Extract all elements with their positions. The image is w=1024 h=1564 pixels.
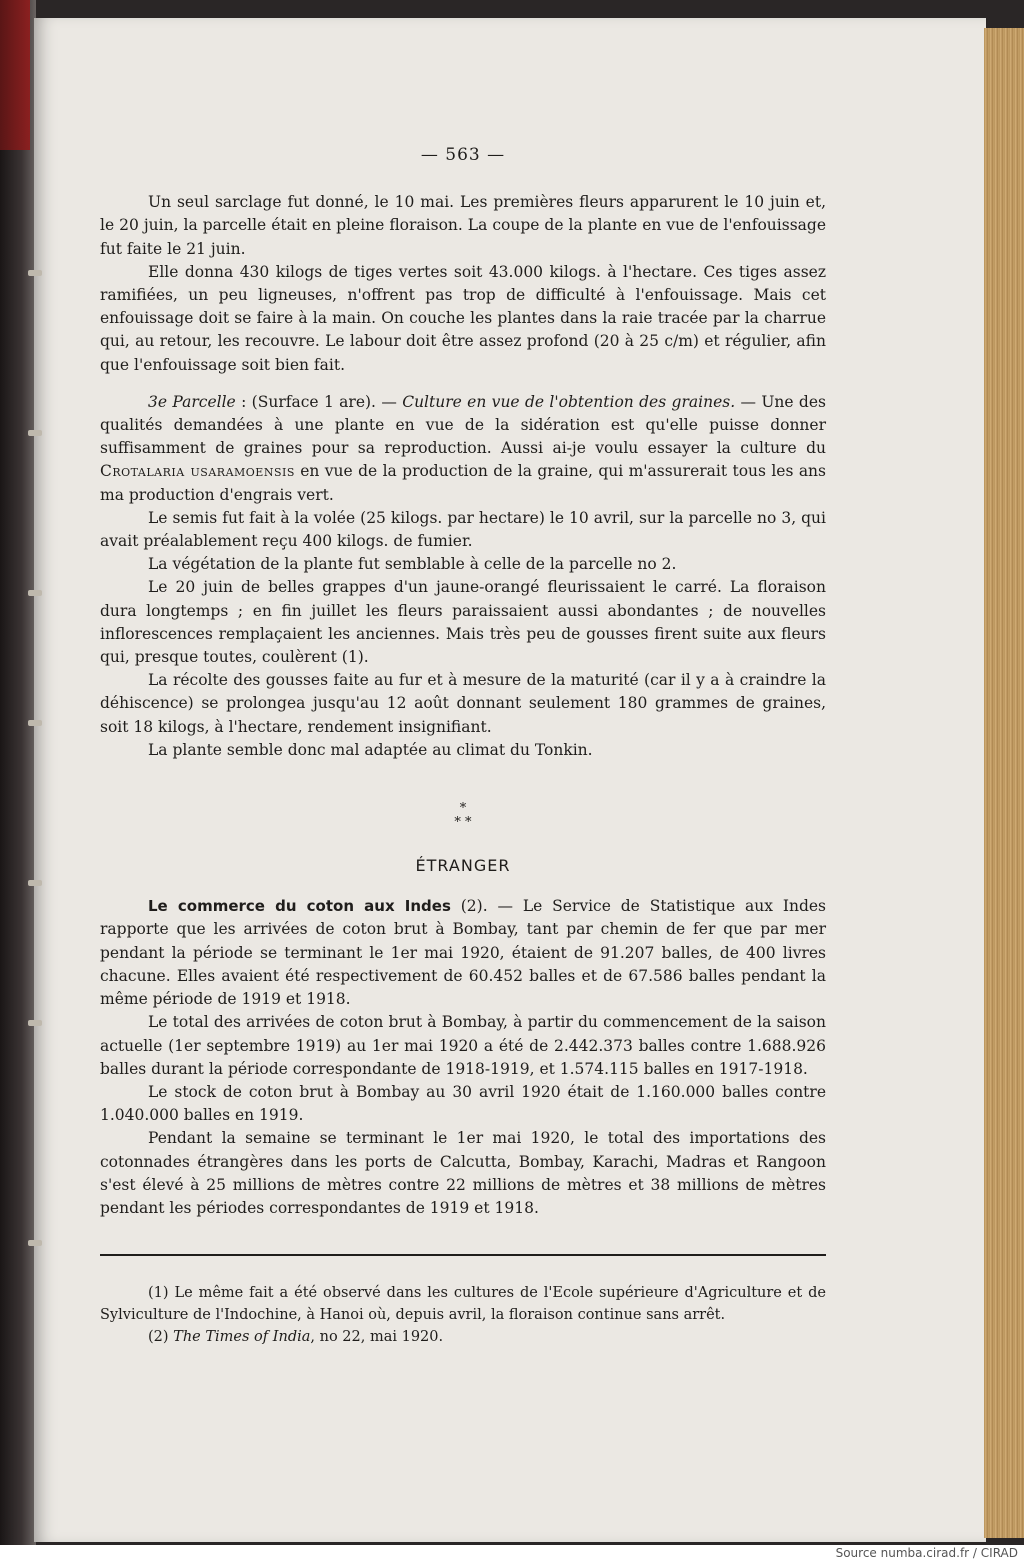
asterism-bottom: * * — [454, 815, 472, 831]
paragraph: Le stock de coton brut à Bombay au 30 avril 1920 était de 1.160.000 balles contre 1.040.000 balles en 1919. — [100, 1082, 826, 1125]
page-content — [100, 130, 826, 1348]
paragraph: Le semis fut fait à la volée (25 kilogs. par hectare) le 10 avril, sur la parcelle no 3, qui avait préalablement reçu 400 kilogs. de fumier. — [100, 508, 826, 551]
paragraph: Le total des arrivées de coton brut à Bombay, à partir du commencement de la saison actuelle (1er septembre 1919) au 1er mai 1920 a été de 2.442.373 balles contre 1.688.926 balles durant la période correspondante de 1918-1919, et 1.574.115 balles en 1917-1918. — [100, 1013, 826, 1078]
species-name: Crotalaria usaramoensis — [100, 462, 295, 481]
asterism-top: * — [459, 801, 467, 817]
commerce-paragraph — [100, 895, 826, 1011]
commerce-note: (2). — — [450, 897, 523, 916]
binding-stitch — [28, 270, 42, 276]
footnote-rule — [100, 1254, 826, 1256]
paragraph: La plante semble donc mal adaptée au climat du Tonkin. — [148, 740, 593, 759]
page-number: — 563 — — [420, 145, 506, 165]
footnote-2 — [100, 1326, 826, 1348]
paragraph: Le 20 juin de belles grappes d'un jaune-orangé fleurissaient le carré. La floraison dura longtemps ; en fin juillet les fleurs paraissaient aussi abondantes ; de nouvelles inflorescences remplaçaient les anciennes. Mais très peu de gousses firent suite aux fleurs qui, presque toutes, coulèrent (1). — [100, 578, 826, 667]
binding-stitch — [28, 880, 42, 886]
parcelle-title: Culture en vue de l'obtention des graines. — [402, 392, 736, 411]
paragraph: Elle donna 430 kilogs de tiges vertes soit 43.000 kilogs. à l'hectare. Ces tiges assez ramifiées, un peu ligneuses, n'offrent pas trop de difficulté à l'enfouissage. Mais cet enfouissage doit se faire à la main. On couche les plantes dans la raie tracée par la charrue qui, au retour, les recouvre. Le labour doit être assez profond (20 à 25 c/m) et régulier, afin que l'enfouissage soit bien fait. — [100, 262, 826, 374]
binding-stitch — [28, 720, 42, 726]
binding-stitch — [28, 590, 42, 596]
asterism — [100, 802, 826, 830]
commerce-text: Le Service de Statistique aux Indes rapporte que les arrivées de coton brut à Bombay, tant par chemin de fer que par mer pendant la période se terminant le 1er mai 1920, étaient de 91.207 balles, de 400 livres chacune. Elles avaient été respectivement de 60.452 balles et de 67.586 balles pendant la même période de 1919 et 1918. — [100, 897, 827, 1009]
footnote-2-title: The Times of India — [173, 1329, 311, 1346]
parcelle-text: — Une des qualités demandées à une plante en vue de la sidération est qu'elle puisse donner suffisamment de graines pour sa reproduction. Aussi ai-je voulu essayer la culture du — [100, 392, 826, 458]
parcelle-lead: 3e Parcelle — [148, 392, 236, 411]
section-title: ÉTRANGER — [415, 856, 511, 876]
bookmark-ribbon — [0, 0, 30, 150]
binding-stitch — [28, 430, 42, 436]
footnote-2-mark: (2) — [148, 1329, 174, 1346]
source-credit: Source numba.cirad.fr / CIRAD — [835, 1546, 1018, 1560]
binding-stitch — [28, 1020, 42, 1026]
footnote-1: (1) Le même fait a été observé dans les cultures de l'Ecole supérieure d'Agriculture et de Sylviculture de l'Indochine, à Hanoi où, depuis avril, la floraison continue sans arrêt. — [100, 1285, 826, 1324]
parcelle-paragraph — [100, 391, 826, 507]
paragraph: Pendant la semaine se terminant le 1er mai 1920, le total des importations des cotonnades étrangères dans les ports de Calcutta, Bombay, Karachi, Madras et Rangoon s'est élevé à 25 millions de mètres contre 22 millions de mètres et 38 millions de mètres pendant les périodes correspondantes de 1919 et 1918. — [100, 1129, 826, 1217]
commerce-title: Le commerce du coton aux Indes — [148, 897, 451, 916]
paragraph: La végétation de la plante fut semblable à celle de la parcelle no 2. — [148, 555, 677, 574]
book-gutter — [0, 0, 36, 1545]
paragraph: La récolte des gousses faite au fur et à mesure de la maturité (car il y a à craindre la déhiscence) se prolongea jusqu'au 12 août donnant seulement 180 grammes de graines, soit 18 kilogs, à l'hectare, rendement insignifiant. — [100, 671, 826, 736]
page-edges — [984, 28, 1024, 1538]
footnote-2-rest: , no 22, mai 1920. — [310, 1329, 444, 1346]
parcelle-surface: : (Surface 1 are). — — [235, 392, 403, 411]
binding-stitch — [28, 1240, 42, 1246]
paragraph: Un seul sarclage fut donné, le 10 mai. Les premières fleurs apparurent le 10 juin et, le 20 juin, la parcelle était en pleine floraison. La coupe de la plante en vue de l'enfouissage fut faite le 21 juin. — [100, 193, 826, 258]
parcelle-text-end: en vue de la production de la graine, qui m'assurerait tous les ans ma production d'engrais vert. — [100, 462, 826, 504]
